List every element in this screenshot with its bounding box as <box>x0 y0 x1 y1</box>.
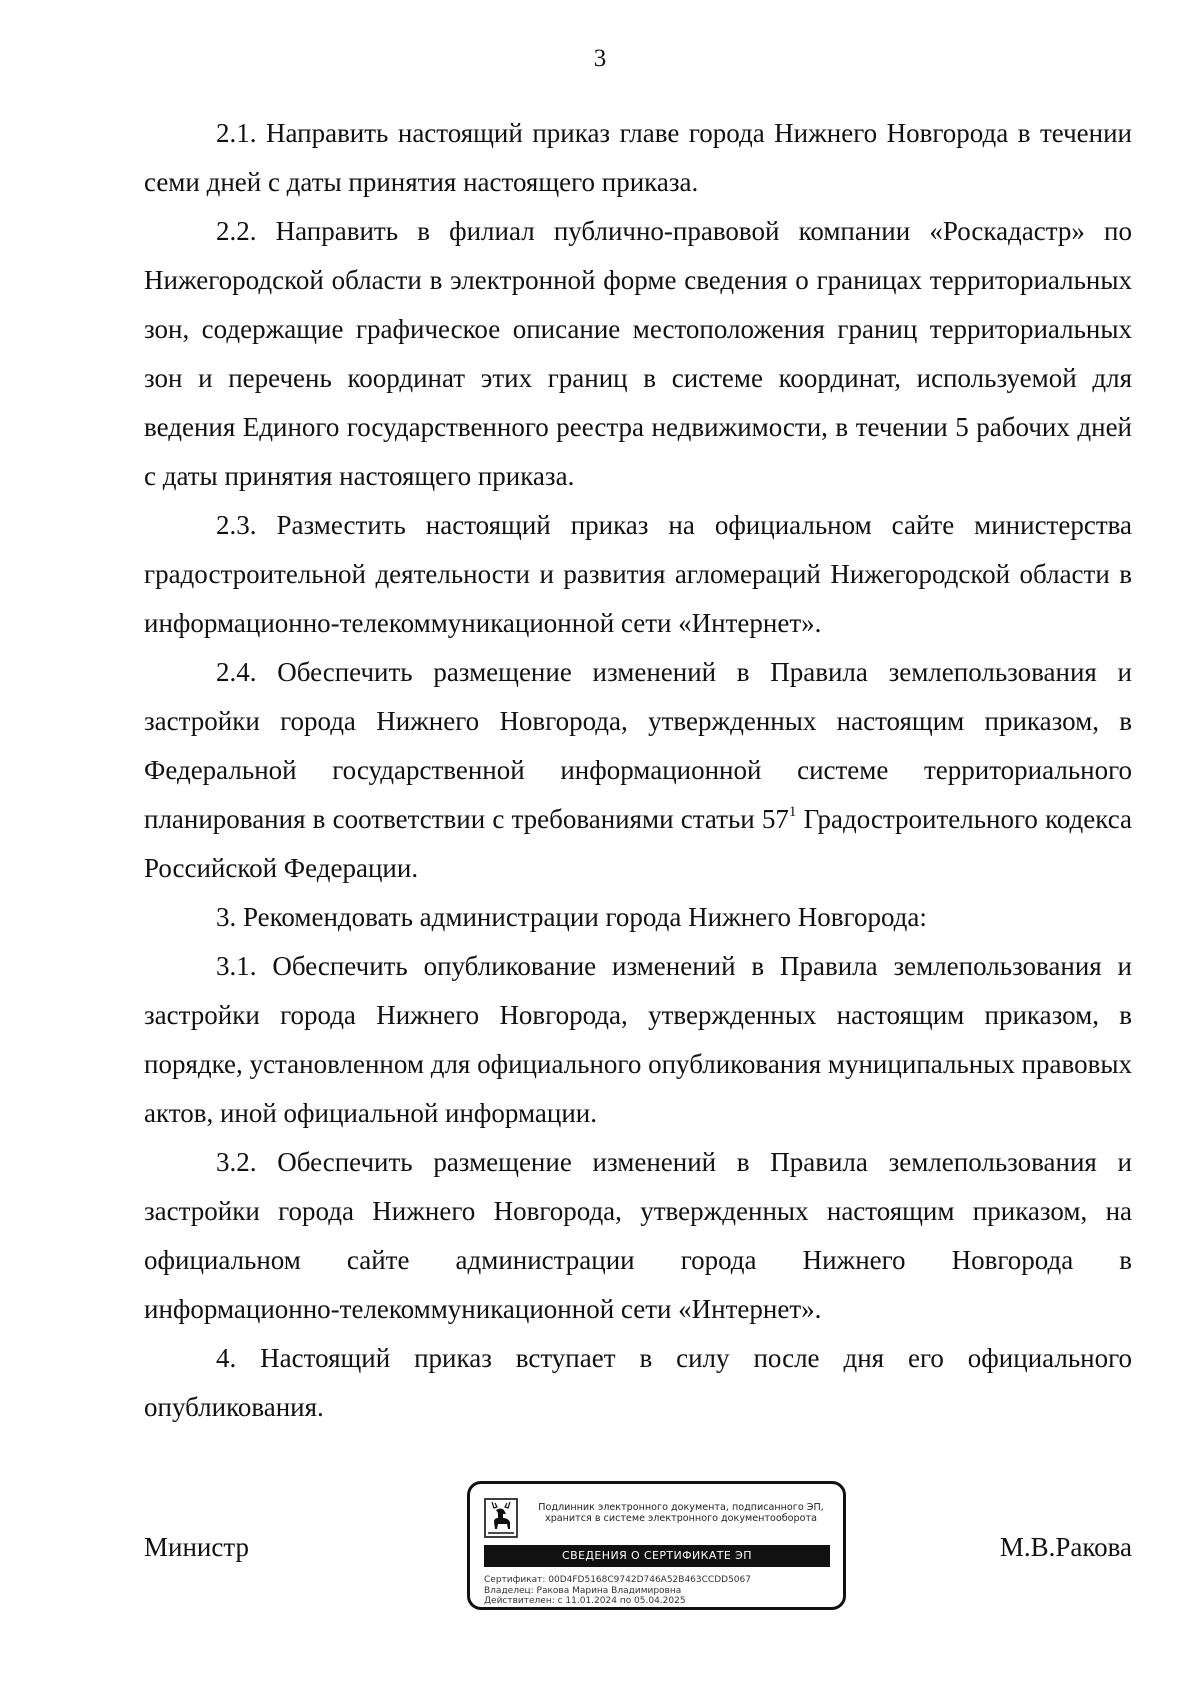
stamp-header-line-1: Подлинник электронного документа, подписанного ЭП, <box>538 1502 824 1513</box>
paragraph-3-1: 3.1. Обеспечить опубликование изменений в Правила землепользования и застройки города Нижнего Новгорода, утвержденных настоящим приказом, в порядке, установленном для официального опубликования муниципальных правовых актов, иной официальной информации. <box>144 951 1132 1128</box>
stamp-title-bar: СВЕДЕНИЯ О СЕРТИФИКАТЕ ЭП <box>484 1545 830 1567</box>
paragraph-2-4-text: 2.4. Обеспечить размещение изменений в Правила землепользования и застройки города Нижнего Новгорода, утвержденных настоящим приказом, в Федеральной государственной информационной системе территориального планирования в соответствии с требованиями статьи 57 <box>144 657 1132 834</box>
electronic-signature-stamp <box>467 1481 846 1610</box>
deer-emblem-icon <box>484 1498 518 1538</box>
document-body <box>144 109 1132 1432</box>
page-number: 3 <box>593 45 607 72</box>
signature-position: Министр <box>144 1532 249 1562</box>
article-superscript: 1 <box>788 804 797 820</box>
stamp-certificate: Сертификат: 00D4FD5168C9742D746A52B463CCDD5067 <box>484 1575 751 1585</box>
signature-name: М.В.Ракова <box>999 1532 1132 1562</box>
stamp-validity: Действителен: с 11.01.2024 по 05.04.2025 <box>484 1596 686 1606</box>
paragraph-2-2: 2.2. Направить в филиал публично-правовой компании «Роскадастр» по Нижегородской области в электронной форме сведения о границах территориальных зон, содержащие графическое описание местоположения границ территориальных зон и перечень координат этих границ в системе координат, используемой для ведения Единого государственного реестра недвижимости, в течении 5 рабочих дней с даты принятия настоящего приказа. <box>144 216 1132 491</box>
stamp-header-line-2: хранится в системе электронного документооборота <box>545 1513 817 1524</box>
paragraph-3-2-continuation: информационно-телекоммуникационной сети «Интернет». <box>144 1294 822 1324</box>
stamp-owner: Владелец: Ракова Марина Владимировна <box>484 1585 682 1596</box>
paragraph-2-1: 2.1. Направить настоящий приказ главе города Нижнего Новгорода в течении семи дней с даты принятия настоящего приказа. <box>144 118 1132 197</box>
paragraph-2-4-tail: Градостроительного кодекса Российской Федерации. <box>144 804 1132 883</box>
paragraph-2-3: 2.3. Разместить настоящий приказ на официальном сайте министерства градостроительной деятельности и развития агломераций Нижегородской области в информационно-телекоммуникационной сети «Интернет». <box>144 510 1132 638</box>
stamp-header <box>524 1502 838 1524</box>
paragraph-3-2: 3.2. Обеспечить размещение изменений в Правила землепользования и застройки города Нижнего Новгорода, утвержденных настоящим приказом, на официальном сайте администрации города Нижнего Новгорода в <box>144 1147 1132 1275</box>
paragraph-4: 4. Настоящий приказ вступает в силу после дня его официального опубликования. <box>144 1343 1132 1422</box>
paragraph-2-4 <box>144 648 1132 893</box>
stamp-details <box>484 1575 834 1607</box>
paragraph-3: 3. Рекомендовать администрации города Нижнего Новгорода: <box>216 902 927 932</box>
